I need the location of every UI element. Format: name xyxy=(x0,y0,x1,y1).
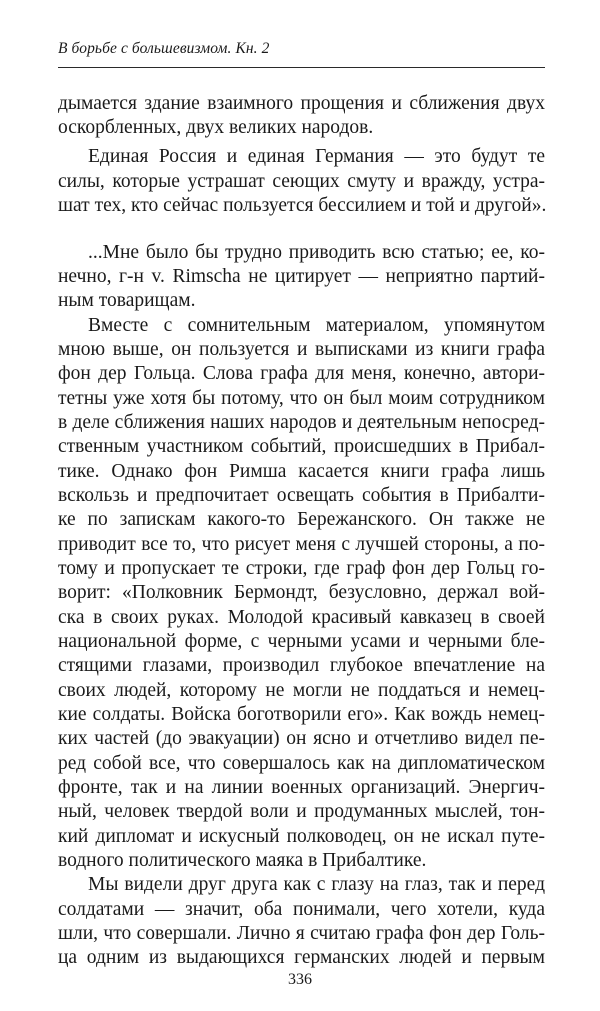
text-line: ным товарищам. xyxy=(58,290,196,311)
text-line: кие солдаты. Войска боготворили его». Как вождь немец- xyxy=(58,704,545,725)
text-line: водного политического маяка в Прибалтике. xyxy=(58,850,427,871)
text-line: стящими глазами, производил глубокое впечатление на xyxy=(58,655,545,676)
text-line: национальной форме, с черными усами и черными бле- xyxy=(58,631,545,652)
running-head: В борьбе с большевизмом. Кн. 2 xyxy=(58,40,270,57)
text-line: ный, человек твердой воли и продуманных мыслей, тон- xyxy=(58,801,545,822)
text-line: шли, что совершали. Лично я считаю графа фон дер Голь- xyxy=(58,923,545,944)
text-line: Единая Россия и единая Германия — это будут те xyxy=(88,146,545,167)
text-line: ких частей (до эвакуации) он ясно и отчетливо видел пе- xyxy=(58,728,545,749)
text-line: ...Мне было бы трудно приводить всю статью; ее, ко- xyxy=(88,242,545,263)
text-line: тике. Однако фон Римша касается книги графа лишь xyxy=(58,461,545,482)
text-line: приводит все то, что рисует меня с лучшей стороны, а по- xyxy=(58,534,545,555)
text-line: в деле сближения наших народов и деятельным непосред- xyxy=(58,412,545,433)
text-line: своих людей, которому не могли не поддаться и немец- xyxy=(58,680,545,701)
text-line: Мы видели друг друга как с глазу на глаз, так и перед xyxy=(88,874,545,895)
text-line: мною выше, он пользуется и выписками из книги графа xyxy=(58,339,545,360)
text-line: ственным участником событий, происшедших в Прибал- xyxy=(58,436,545,457)
page-number: 336 xyxy=(288,971,312,988)
text-line: силы, которые устрашат сеющих смуту и вражду, устра- xyxy=(58,171,545,192)
text-line: дымается здание взаимного прощения и сближения двух xyxy=(58,93,545,114)
text-line: тетны уже хотя бы потому, что он был моим сотрудником xyxy=(58,388,545,409)
text-line: шат тех, кто сейчас пользуется бессилием и той и другой». xyxy=(58,195,547,216)
text-line: ке по запискам какого-то Бережанского. Он также не xyxy=(58,509,545,530)
text-line: ца одним из выдающихся германских людей и первым xyxy=(58,947,545,968)
text-line: тому и пропускает те строки, где граф фон дер Гольц го- xyxy=(58,558,545,579)
text-line: Вместе с сомнительным материалом, упомянутом xyxy=(88,315,545,336)
text-line: ворит: «Полковник Бермондт, безусловно, держал вой- xyxy=(58,582,545,603)
header-rule xyxy=(58,67,545,68)
text-line: фон дер Гольца. Слова графа для меня, конечно, автори- xyxy=(58,363,545,384)
text-line: ред собой все, что совершалось как на дипломатическом xyxy=(58,753,545,774)
text-line: оскорбленных, двух великих народов. xyxy=(58,117,374,138)
text-line: фронте, так и на линии военных организаций. Энергич- xyxy=(58,777,545,798)
text-line: кий дипломат и искусный полководец, он не искал путе- xyxy=(58,826,545,847)
text-line: нечно, г-н v. Rimscha не цитирует — неприятно партий- xyxy=(58,266,545,287)
text-line: ска в своих руках. Молодой красивый кавказец в своей xyxy=(58,607,545,628)
text-line: вскользь и предпочитает освещать события в Прибалти- xyxy=(58,485,545,506)
text-line: солдатами — значит, оба понимали, чего хотели, куда xyxy=(58,899,545,920)
